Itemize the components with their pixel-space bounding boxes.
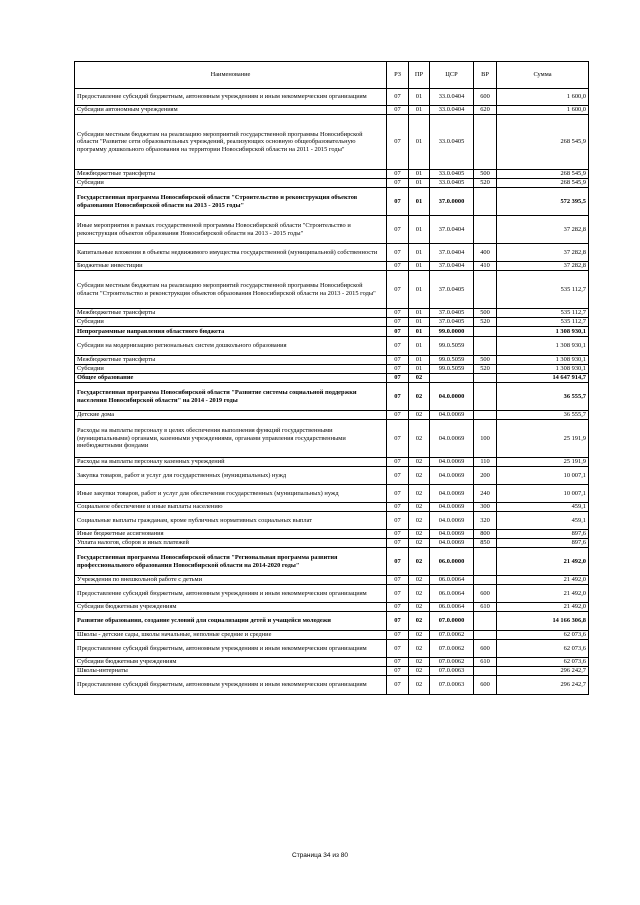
cell-name: Государственная программа Новосибирской области "Региональная программа развития профессионального образования Новосибирской области на 2014-2020 годы"	[75, 548, 387, 576]
cell-sum: 1 308 930,1	[497, 337, 589, 356]
cell-rz: 07	[387, 365, 409, 374]
cell-csr: 33.0.0405	[430, 179, 474, 188]
cell-vr: 500	[474, 356, 497, 365]
cell-name: Детские дома	[75, 411, 387, 420]
table-row	[75, 467, 589, 485]
cell-name: Закупка товаров, работ и услуг для государственных (муниципальных) нужд	[75, 467, 387, 485]
table-row	[75, 115, 589, 170]
cell-vr	[474, 327, 497, 337]
table-row	[75, 631, 589, 640]
cell-sum: 62 073,6	[497, 631, 589, 640]
cell-sum: 268 545,9	[497, 115, 589, 170]
cell-name: Предоставление субсидий бюджетным, автономным учреждениям и иным некоммерческим организациям	[75, 676, 387, 695]
cell-vr	[474, 411, 497, 420]
cell-vr	[474, 576, 497, 585]
table-row	[75, 420, 589, 458]
cell-pr: 02	[409, 658, 430, 667]
cell-csr: 04.0.0069	[430, 512, 474, 530]
table-row	[75, 612, 589, 631]
cell-pr: 02	[409, 512, 430, 530]
cell-vr	[474, 667, 497, 676]
cell-pr: 02	[409, 503, 430, 512]
cell-pr: 01	[409, 271, 430, 309]
cell-name: Расходы на выплаты персоналу в целях обеспечения выполнения функций государственными (муниципальными) органами, казенными учреждениями, органами управления государственными внебюджетными фондами	[75, 420, 387, 458]
cell-vr	[474, 383, 497, 411]
table-row	[75, 411, 589, 420]
cell-csr: 37.0.0405	[430, 318, 474, 327]
cell-csr: 33.0.0404	[430, 89, 474, 106]
cell-sum: 62 073,6	[497, 658, 589, 667]
cell-csr: 04.0.0069	[430, 420, 474, 458]
cell-csr: 33.0.0405	[430, 115, 474, 170]
cell-vr: 240	[474, 485, 497, 503]
cell-vr: 800	[474, 530, 497, 539]
table-row	[75, 667, 589, 676]
cell-name: Субсидии местным бюджетам на реализацию мероприятий государственной программы Новосибирской области "Развитие сети образовательных учреждений, реализующих основную общеобразовательную программу дошкольного образования на территории Новосибирской области на 2011 - 2015 годы"	[75, 115, 387, 170]
table-row	[75, 548, 589, 576]
cell-vr: 110	[474, 458, 497, 467]
cell-pr: 01	[409, 327, 430, 337]
cell-vr: 100	[474, 420, 497, 458]
cell-pr: 02	[409, 640, 430, 658]
table-row	[75, 458, 589, 467]
cell-csr: 04.0.0069	[430, 485, 474, 503]
table-row	[75, 188, 589, 216]
cell-vr: 300	[474, 503, 497, 512]
cell-name: Развитие образования, создание условий для социализации детей и учащейся молодежи	[75, 612, 387, 631]
cell-name: Бюджетные инвестиции	[75, 262, 387, 271]
cell-name: Межбюджетные трансферты	[75, 170, 387, 179]
cell-rz: 07	[387, 327, 409, 337]
cell-sum: 268 545,9	[497, 170, 589, 179]
cell-csr: 04.0.0069	[430, 503, 474, 512]
table-row	[75, 512, 589, 530]
cell-rz: 07	[387, 603, 409, 612]
cell-pr: 02	[409, 485, 430, 503]
cell-rz: 07	[387, 356, 409, 365]
cell-sum: 897,6	[497, 539, 589, 548]
cell-rz: 07	[387, 576, 409, 585]
cell-vr: 600	[474, 585, 497, 603]
cell-sum: 37 282,8	[497, 216, 589, 244]
budget-table-sheet	[74, 61, 588, 695]
cell-vr	[474, 374, 497, 383]
cell-sum: 897,6	[497, 530, 589, 539]
cell-name: Субсидии бюджетным учреждениям	[75, 658, 387, 667]
cell-rz: 07	[387, 548, 409, 576]
cell-pr: 01	[409, 115, 430, 170]
cell-vr: 320	[474, 512, 497, 530]
cell-rz: 07	[387, 512, 409, 530]
cell-vr: 610	[474, 658, 497, 667]
column-header-csr: ЦСР	[430, 62, 474, 89]
cell-rz: 07	[387, 89, 409, 106]
cell-vr	[474, 216, 497, 244]
cell-sum: 37 282,8	[497, 244, 589, 262]
table-row	[75, 309, 589, 318]
cell-name: Социальное обеспечение и иные выплаты населению	[75, 503, 387, 512]
cell-name: Межбюджетные трансферты	[75, 356, 387, 365]
table-row	[75, 179, 589, 188]
cell-rz: 07	[387, 658, 409, 667]
cell-name: Субсидии на модернизацию региональных систем дошкольного образования	[75, 337, 387, 356]
cell-csr: 04.0.0069	[430, 411, 474, 420]
cell-vr: 200	[474, 467, 497, 485]
cell-sum: 296 242,7	[497, 676, 589, 695]
cell-rz: 07	[387, 458, 409, 467]
cell-rz: 07	[387, 420, 409, 458]
cell-csr: 07.0.0063	[430, 676, 474, 695]
cell-pr: 01	[409, 216, 430, 244]
cell-rz: 07	[387, 631, 409, 640]
cell-sum: 21 492,0	[497, 603, 589, 612]
column-header-rz: РЗ	[387, 62, 409, 89]
cell-csr: 37.0.0404	[430, 216, 474, 244]
cell-name: Предоставление субсидий бюджетным, автономным учреждениям и иным некоммерческим организациям	[75, 585, 387, 603]
cell-name: Государственная программа Новосибирской области "Развитие системы социальной поддержки населения Новосибирской области" на 2014 - 2019 годы	[75, 383, 387, 411]
cell-pr: 02	[409, 411, 430, 420]
cell-pr: 01	[409, 337, 430, 356]
cell-csr: 07.0.0062	[430, 640, 474, 658]
cell-pr: 01	[409, 318, 430, 327]
cell-pr: 02	[409, 631, 430, 640]
cell-pr: 02	[409, 467, 430, 485]
table-row	[75, 89, 589, 106]
cell-sum: 1 308 930,1	[497, 365, 589, 374]
cell-sum: 459,1	[497, 503, 589, 512]
cell-vr	[474, 271, 497, 309]
cell-name: Субсидии	[75, 365, 387, 374]
cell-vr: 850	[474, 539, 497, 548]
cell-rz: 07	[387, 539, 409, 548]
cell-sum: 10 007,1	[497, 485, 589, 503]
cell-rz: 07	[387, 640, 409, 658]
cell-csr: 37.0.0000	[430, 188, 474, 216]
cell-csr: 99.0.0000	[430, 327, 474, 337]
cell-pr: 02	[409, 530, 430, 539]
cell-sum: 36 555,7	[497, 383, 589, 411]
cell-sum: 1 308 930,1	[497, 356, 589, 365]
cell-pr: 02	[409, 667, 430, 676]
cell-pr: 02	[409, 612, 430, 631]
cell-rz: 07	[387, 612, 409, 631]
cell-csr: 37.0.0405	[430, 309, 474, 318]
cell-vr: 610	[474, 603, 497, 612]
cell-name: Субсидии автономным учреждениям	[75, 106, 387, 115]
cell-name: Школы-интернаты	[75, 667, 387, 676]
cell-csr: 04.0.0000	[430, 383, 474, 411]
cell-vr: 620	[474, 106, 497, 115]
cell-rz: 07	[387, 585, 409, 603]
cell-csr: 06.0.0064	[430, 585, 474, 603]
table-row	[75, 658, 589, 667]
cell-csr: 99.0.5059	[430, 337, 474, 356]
cell-name: Иные мероприятия в рамках государственной программы Новосибирской области "Строительство и реконструкция объектов образования Новосибирской области на 2013 - 2015 годы"	[75, 216, 387, 244]
cell-vr: 410	[474, 262, 497, 271]
cell-pr: 02	[409, 676, 430, 695]
cell-vr	[474, 115, 497, 170]
cell-csr: 37.0.0405	[430, 271, 474, 309]
cell-sum: 21 492,0	[497, 576, 589, 585]
cell-name: Расходы на выплаты персоналу казенных учреждений	[75, 458, 387, 467]
table-row	[75, 356, 589, 365]
cell-vr: 500	[474, 170, 497, 179]
cell-sum: 25 191,9	[497, 458, 589, 467]
cell-name: Иные бюджетные ассигнования	[75, 530, 387, 539]
cell-pr: 02	[409, 576, 430, 585]
cell-rz: 07	[387, 503, 409, 512]
cell-csr: 07.0.0062	[430, 631, 474, 640]
cell-pr: 02	[409, 383, 430, 411]
table-header-row	[75, 62, 589, 89]
table-row	[75, 337, 589, 356]
cell-pr: 01	[409, 89, 430, 106]
cell-rz: 07	[387, 309, 409, 318]
cell-name: Межбюджетные трансферты	[75, 309, 387, 318]
cell-pr: 01	[409, 309, 430, 318]
cell-sum: 36 555,7	[497, 411, 589, 420]
cell-vr: 520	[474, 179, 497, 188]
cell-pr: 02	[409, 374, 430, 383]
cell-sum: 21 492,0	[497, 585, 589, 603]
cell-name: Субсидии	[75, 179, 387, 188]
cell-vr: 600	[474, 89, 497, 106]
cell-sum: 37 282,8	[497, 262, 589, 271]
cell-csr: 04.0.0069	[430, 539, 474, 548]
cell-rz: 07	[387, 467, 409, 485]
cell-rz: 07	[387, 244, 409, 262]
cell-name: Субсидии бюджетным учреждениям	[75, 603, 387, 612]
cell-rz: 07	[387, 115, 409, 170]
cell-rz: 07	[387, 106, 409, 115]
cell-name: Иные закупки товаров, работ и услуг для обеспечения государственных (муниципальных) нужд	[75, 485, 387, 503]
cell-rz: 07	[387, 318, 409, 327]
cell-vr	[474, 631, 497, 640]
table-row	[75, 365, 589, 374]
cell-rz: 07	[387, 383, 409, 411]
cell-name: Общее образование	[75, 374, 387, 383]
cell-sum: 25 191,9	[497, 420, 589, 458]
cell-sum: 14 647 914,7	[497, 374, 589, 383]
cell-pr: 01	[409, 170, 430, 179]
cell-sum: 1 600,0	[497, 106, 589, 115]
table-row	[75, 262, 589, 271]
cell-vr	[474, 548, 497, 576]
cell-vr: 400	[474, 244, 497, 262]
cell-name: Непрограммные направления областного бюджета	[75, 327, 387, 337]
cell-sum: 268 545,9	[497, 179, 589, 188]
cell-vr: 520	[474, 318, 497, 327]
table-row	[75, 327, 589, 337]
cell-name: Субсидии	[75, 318, 387, 327]
table-row	[75, 603, 589, 612]
cell-vr: 520	[474, 365, 497, 374]
cell-vr	[474, 337, 497, 356]
table-row	[75, 676, 589, 695]
cell-csr: 99.0.5059	[430, 356, 474, 365]
cell-vr: 500	[474, 309, 497, 318]
cell-rz: 07	[387, 667, 409, 676]
cell-name: Предоставление субсидий бюджетным, автономным учреждениям и иным некоммерческим организациям	[75, 640, 387, 658]
cell-pr: 01	[409, 244, 430, 262]
cell-sum: 459,1	[497, 512, 589, 530]
page-number-footer: Страница 34 из 80	[292, 852, 348, 859]
table-row	[75, 244, 589, 262]
cell-csr: 99.0.5059	[430, 365, 474, 374]
table-row	[75, 503, 589, 512]
table-row	[75, 539, 589, 548]
table-row	[75, 383, 589, 411]
cell-name: Школы - детские сады, школы начальные, неполные средние и средние	[75, 631, 387, 640]
table-row	[75, 585, 589, 603]
cell-vr: 600	[474, 676, 497, 695]
table-row	[75, 271, 589, 309]
cell-rz: 07	[387, 170, 409, 179]
cell-pr: 02	[409, 603, 430, 612]
cell-name: Капитальные вложения в объекты недвижимого имущества государственной (муниципальной) собственности	[75, 244, 387, 262]
cell-rz: 07	[387, 337, 409, 356]
cell-sum: 14 166 306,8	[497, 612, 589, 631]
cell-csr: 37.0.0404	[430, 244, 474, 262]
cell-name: Государственная программа Новосибирской области "Строительство и реконструкция объектов образования Новосибирской области на 2013 - 2015 годы"	[75, 188, 387, 216]
cell-pr: 01	[409, 106, 430, 115]
cell-pr: 01	[409, 188, 430, 216]
cell-vr: 600	[474, 640, 497, 658]
cell-sum: 535 112,7	[497, 309, 589, 318]
cell-sum: 535 112,7	[497, 318, 589, 327]
cell-csr: 06.0.0064	[430, 603, 474, 612]
column-header-name: Наименование	[75, 62, 387, 89]
cell-name: Предоставление субсидий бюджетным, автономным учреждениям и иным некоммерческим организациям	[75, 89, 387, 106]
cell-rz: 07	[387, 374, 409, 383]
cell-pr: 01	[409, 179, 430, 188]
cell-rz: 07	[387, 411, 409, 420]
cell-vr	[474, 188, 497, 216]
table-row	[75, 106, 589, 115]
cell-rz: 07	[387, 179, 409, 188]
cell-name: Социальные выплаты гражданам, кроме публичных нормативных социальных выплат	[75, 512, 387, 530]
table-row	[75, 640, 589, 658]
column-header-vr: ВР	[474, 62, 497, 89]
cell-sum: 62 073,6	[497, 640, 589, 658]
cell-pr: 02	[409, 539, 430, 548]
cell-csr: 04.0.0069	[430, 530, 474, 539]
cell-sum: 1 600,0	[497, 89, 589, 106]
table-body	[75, 89, 589, 695]
cell-pr: 02	[409, 585, 430, 603]
cell-csr: 07.0.0063	[430, 667, 474, 676]
cell-pr: 01	[409, 365, 430, 374]
cell-csr: 33.0.0404	[430, 106, 474, 115]
table-row	[75, 318, 589, 327]
table-row	[75, 170, 589, 179]
cell-csr: 06.0.0000	[430, 548, 474, 576]
column-header-sum: Сумма	[497, 62, 589, 89]
cell-csr: 07.0.0062	[430, 658, 474, 667]
cell-sum: 10 007,1	[497, 467, 589, 485]
budget-table	[74, 61, 589, 695]
cell-pr: 01	[409, 356, 430, 365]
cell-pr: 02	[409, 548, 430, 576]
cell-rz: 07	[387, 485, 409, 503]
table-row	[75, 374, 589, 383]
table-row	[75, 530, 589, 539]
cell-name: Субсидии местным бюджетам на реализацию мероприятий государственной программы Новосибирской области "Строительство и реконструкция объектов образования Новосибирской области на 2013 - 2015 годы"	[75, 271, 387, 309]
cell-pr: 02	[409, 458, 430, 467]
cell-csr: 06.0.0064	[430, 576, 474, 585]
cell-csr: 07.0.0000	[430, 612, 474, 631]
cell-rz: 07	[387, 216, 409, 244]
cell-csr: 04.0.0069	[430, 467, 474, 485]
cell-csr: 04.0.0069	[430, 458, 474, 467]
table-row	[75, 485, 589, 503]
cell-sum: 21 492,0	[497, 548, 589, 576]
table-row	[75, 216, 589, 244]
cell-sum: 1 308 930,1	[497, 327, 589, 337]
column-header-pr: ПР	[409, 62, 430, 89]
table-row	[75, 576, 589, 585]
cell-rz: 07	[387, 188, 409, 216]
cell-rz: 07	[387, 262, 409, 271]
cell-csr: 37.0.0404	[430, 262, 474, 271]
cell-sum: 535 112,7	[497, 271, 589, 309]
cell-name: Учреждения по внешкольной работе с детьми	[75, 576, 387, 585]
cell-csr: 33.0.0405	[430, 170, 474, 179]
cell-pr: 01	[409, 262, 430, 271]
cell-sum: 572 395,5	[497, 188, 589, 216]
cell-rz: 07	[387, 676, 409, 695]
cell-vr	[474, 612, 497, 631]
cell-csr	[430, 374, 474, 383]
cell-sum: 296 242,7	[497, 667, 589, 676]
cell-rz: 07	[387, 530, 409, 539]
cell-name: Уплата налогов, сборов и иных платежей	[75, 539, 387, 548]
cell-pr: 02	[409, 420, 430, 458]
cell-rz: 07	[387, 271, 409, 309]
